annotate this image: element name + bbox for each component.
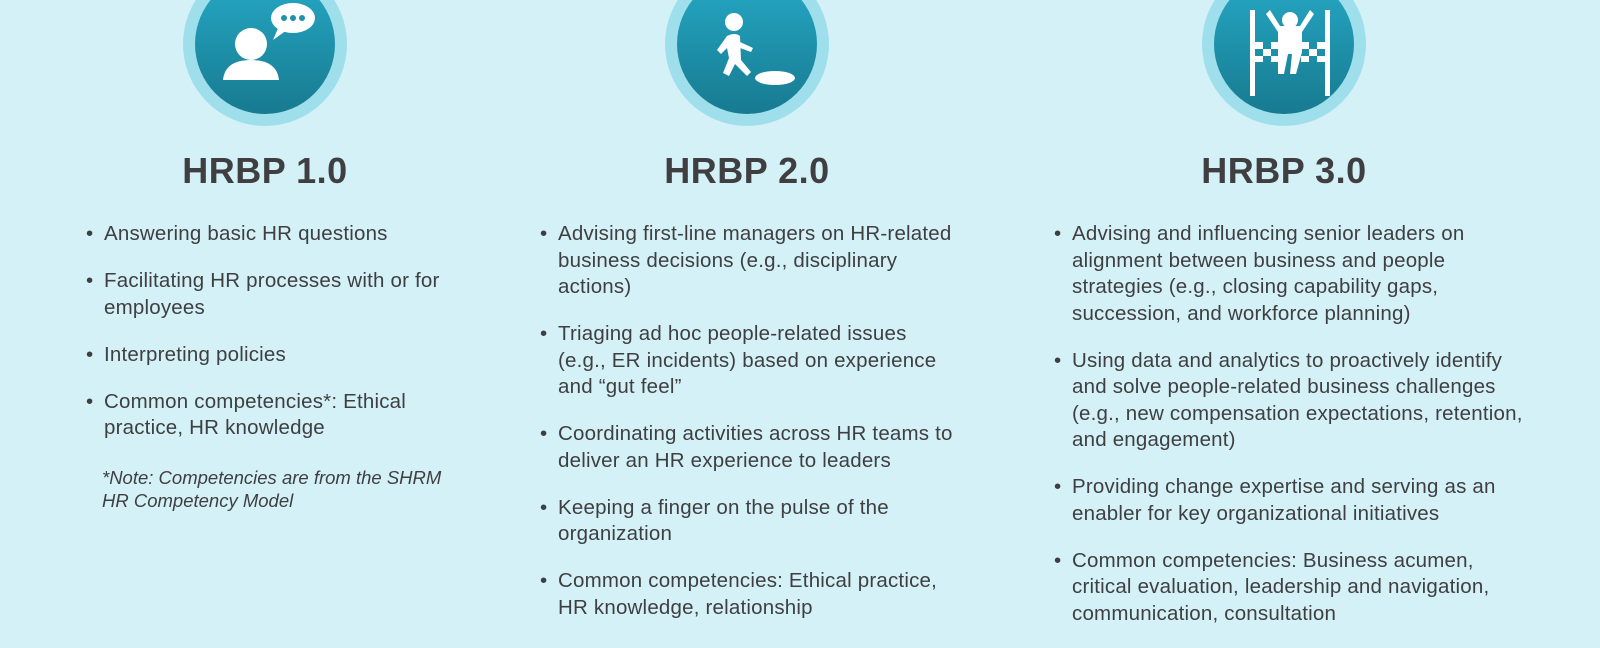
icon-badge	[1202, 0, 1366, 126]
person-walking-hole-icon	[677, 0, 817, 114]
list-item: • Advising and influencing senior leaders on alignment between business and people strategies (e.g., closing capability gaps, succession, and workforce planning)	[1054, 221, 1534, 327]
column-title: HRBP 2.0	[664, 150, 830, 191]
column-title: HRBP 1.0	[182, 150, 348, 191]
list-item: • Common competencies: Business acumen, critical evaluation, leadership and navigation, communication, consultation	[1054, 548, 1534, 628]
list-item: • Common competencies*: Ethical practice, HR knowledge	[86, 389, 446, 442]
list-item: • Providing change expertise and serving as an enabler for key organizational initiatives	[1054, 474, 1534, 527]
list-item: • Using data and analytics to proactively identify and solve people-related business challenges (e.g., new compensation expectations, retention, and engagement)	[1054, 348, 1534, 454]
list-item: • Facilitating HR processes with or for employees	[86, 268, 446, 321]
person-speech-bubble-icon	[195, 0, 335, 114]
bullet-list	[540, 221, 960, 642]
list-item: • Interpreting policies	[86, 342, 446, 369]
finish-line-winner-icon	[1214, 0, 1354, 114]
list-item: • Common competencies: Ethical practice, HR knowledge, relationship	[540, 568, 960, 621]
list-item: • Answering basic HR questions	[86, 221, 446, 248]
bullet-list	[1054, 221, 1534, 648]
list-item: • Coordinating activities across HR teams to deliver an HR experience to leaders	[540, 421, 960, 474]
list-item: • Advising first-line managers on HR-related business decisions (e.g., disciplinary actions)	[540, 221, 960, 301]
list-item: • Triaging ad hoc people-related issues (e.g., ER incidents) based on experience and “gut feel”	[540, 321, 960, 401]
bullet-list	[86, 221, 446, 462]
column-title: HRBP 3.0	[1201, 150, 1367, 191]
competency-note: *Note: Competencies are from the SHRM HR Competency Model	[102, 467, 442, 511]
icon-badge	[183, 0, 347, 126]
icon-badge	[665, 0, 829, 126]
list-item: • Keeping a finger on the pulse of the organization	[540, 495, 960, 548]
